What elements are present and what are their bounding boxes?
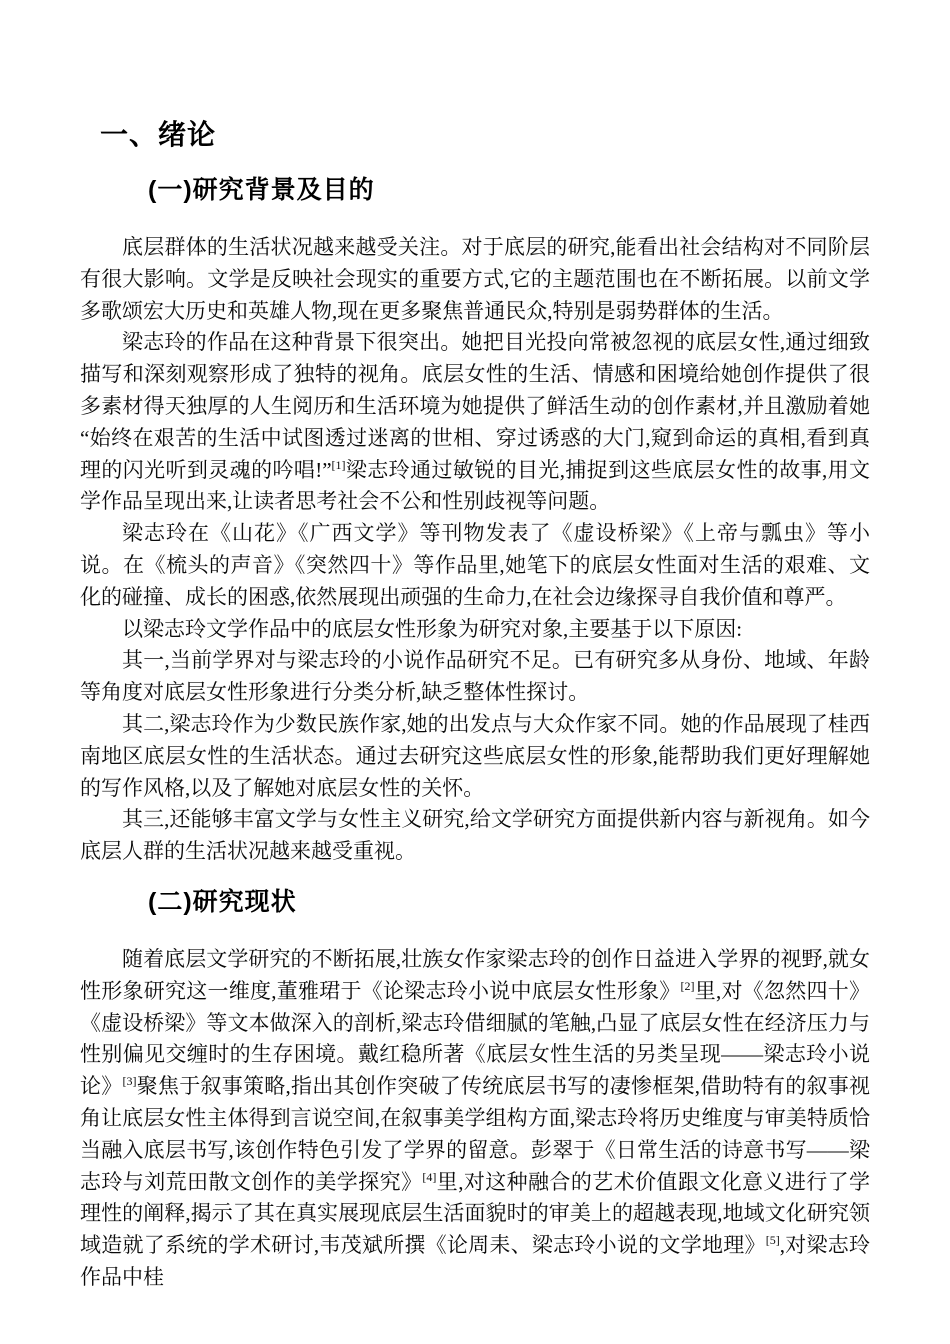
- paragraph: 底层群体的生活状况越来越受关注。对于底层的研究,能看出社会结构对不同阶层有很大影响。文学是反映社会现实的重要方式,它的主题范围也在不断拓展。以前文学多歌颂宏大历史和英雄人物,现在更多聚焦普通民众,特别是弱势群体的生活。: [80, 235, 870, 323]
- paragraph: 以梁志玲文学作品中的底层女性形象为研究对象,主要基于以下原因:: [122, 616, 743, 641]
- section-background-paragraphs: [80, 232, 870, 868]
- footnote-ref: [3]: [122, 1074, 137, 1089]
- paragraph: 其二,梁志玲作为少数民族作家,她的出发点与大众作家不同。她的作品展现了桂西南地区底层女性的生活状态。通过去研究这些底层女性的形象,能帮助我们更好理解她的写作风格,以及了解她对底层女性的关怀。: [80, 711, 870, 800]
- paragraph: 其三,还能够丰富文学与女性主义研究,给文学研究方面提供新内容与新视角。如今底层人群的生活状况越来越受重视。: [80, 807, 870, 864]
- chapter-heading: 一、绪论: [100, 119, 217, 150]
- footnote-ref: [2]: [680, 978, 695, 993]
- footnote-ref: [5]: [765, 1233, 780, 1248]
- footnote-ref: [1]: [331, 457, 346, 472]
- paragraph: 随着底层文学研究的不断拓展,壮族女作家梁志玲的创作日益进入学界的视野,就女性形象研究这一维度,董雅珺于《论梁志玲小说中底层女性形象》[2]里,对《忽然四十》《虚设桥梁》等文本做深入的剖析,梁志玲借细腻的笔触,凸显了底层女性在经济压力与性别偏见交缠时的生存困境。戴红稳所著《底层女性生活的另类呈现——梁志玲小说论》[3]聚焦于叙事策略,指出其创作突破了传统底层书写的凄惨框架,借助特有的叙事视角让底层女性主体得到言说空间,在叙事美学组构方面,梁志玲将历史维度与审美特质恰当融入底层书写,该创作特色引发了学界的留意。彭翠于《日常生活的诗意书写——梁志玲与刘荒田散文创作的美学探究》[4]里,对这种融合的艺术价值跟文化意义进行了学理性的阐释,揭示了其在真实展现底层生活面貌时的审美上的超越表现,地域文化研究领域造就了系统的学术研讨,韦茂斌所撰《论周耒、梁志玲小说的文学地理》[5],对梁志玲作品中桂: [80, 946, 871, 1289]
- paragraph: 其一,当前学界对与梁志玲的小说作品研究不足。已有研究多从身份、地域、年龄等角度对底层女性形象进行分类分析,缺乏整体性探讨。: [80, 648, 870, 705]
- paragraph: 梁志玲的作品在这种背景下很突出。她把目光投向常被忽视的底层女性,通过细致描写和深刻观察形成了独特的视角。底层女性的生活、情感和困境给她创作提供了很多素材得天独厚的人生阅历和生活环境为她提供了鲜活生动的创作素材,并且激励着她“始终在艰苦的生活中试图透过迷离的世相、穿过诱惑的大门,窥到命运的真相,看到真理的闪光听到灵魂的吟唱!”[1]梁志玲通过敏锐的目光,捕捉到这些底层女性的故事,用文学作品呈现出来,让读者思考社会不公和性别歧视等问题。: [80, 330, 870, 514]
- subsection-heading-background: (一)研究背景及目的: [148, 176, 375, 204]
- footnote-ref: [4]: [422, 1169, 437, 1184]
- subsection-heading-status: (二)研究现状: [148, 887, 297, 916]
- section-status-paragraphs: [80, 944, 870, 1294]
- paragraph: 梁志玲在《山花》《广西文学》等刊物发表了《虚设桥梁》《上帝与瓢虫》等小说。在《梳头的声音》《突然四十》等作品里,她笔下的底层女性面对生活的艰难、文化的碰撞、成长的困惑,依然展现出顽强的生命力,在社会边缘探寻自我价值和尊严。: [80, 521, 870, 609]
